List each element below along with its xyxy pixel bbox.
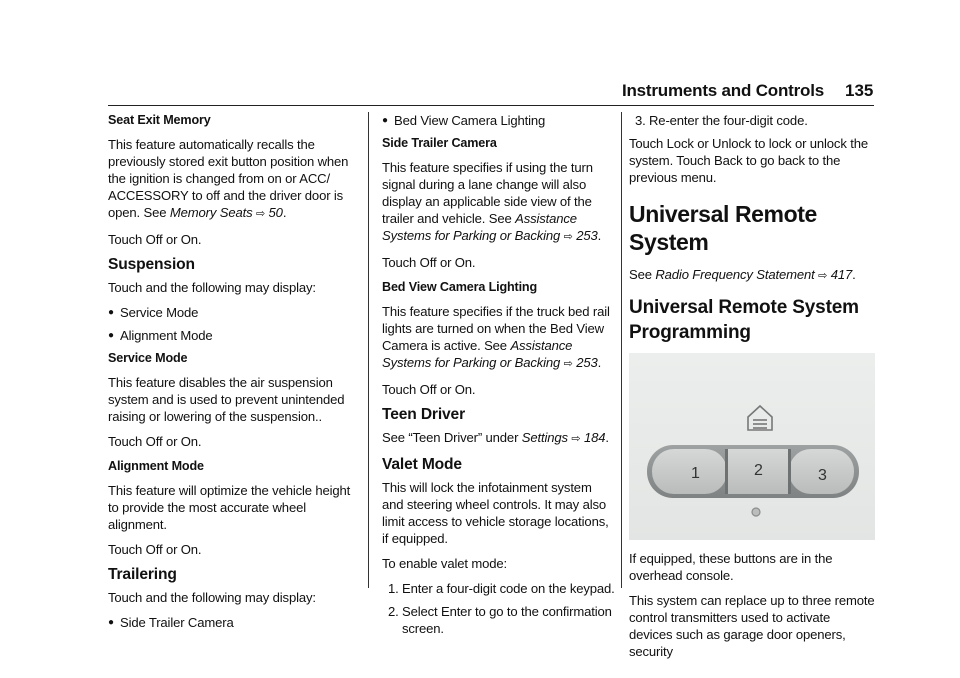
suspension-heading: Suspension — [108, 256, 195, 273]
trailering-heading: Trailering — [108, 566, 177, 583]
teen-driver-heading: Teen Driver — [382, 406, 465, 423]
column-divider — [621, 112, 622, 588]
button-1-label: 1 — [691, 465, 700, 482]
alignment-mode-text: This feature will optimize the vehicle height to provide the most accurate wheel alignment. — [108, 483, 351, 532]
indicator-led-icon — [752, 508, 760, 516]
bullet-icon: ● — [382, 115, 388, 126]
column-3 — [629, 112, 875, 668]
seat-exit-text: This feature automatically recalls the previously stored exit button position when the ignition is changed from on or ACC/ ACCESSORY to off and the driver door is open. See Memory Seats ⇨ 50. — [108, 137, 349, 220]
list-item: 2. Select Enter to go to the confirmation screen. — [388, 604, 612, 636]
touch-off-on: Touch Off or On. — [382, 382, 476, 397]
equipped-text: If equipped, these buttons are in the overhead console. — [629, 551, 833, 583]
universal-remote-heading: Universal Remote System — [629, 201, 817, 255]
button-3-label: 3 — [818, 467, 827, 484]
button-divider — [725, 449, 728, 494]
touch-off-on: Touch Off or On. — [108, 434, 202, 449]
button-2-label: 2 — [754, 462, 763, 479]
page-ref-arrow-icon: ⇨ — [571, 433, 581, 445]
touch-off-on: Touch Off or On. — [382, 255, 476, 270]
teen-driver-text: See “Teen Driver” under Settings ⇨ 184. — [382, 430, 609, 445]
remote-button-1[interactable] — [652, 449, 727, 494]
console-buttons-illustration — [629, 353, 875, 540]
seat-exit-heading: Seat Exit Memory — [108, 113, 211, 127]
service-mode-text: This feature disables the air suspension system and is used to prevent unintended raising or lowering of the suspension.. — [108, 375, 345, 424]
assistance-systems-link[interactable]: Assistance Systems for Parking or Backing — [382, 211, 577, 243]
valet-enable-text: To enable valet mode: — [382, 556, 507, 571]
valet-mode-heading: Valet Mode — [382, 456, 462, 473]
list-item: 3. Re-enter the four-digit code. — [635, 113, 808, 128]
urs-programming-heading: Universal Remote System Programming — [629, 297, 859, 343]
header-rule — [108, 105, 874, 106]
side-trailer-heading: Side Trailer Camera — [382, 136, 497, 150]
page-ref[interactable]: 50 — [268, 205, 283, 220]
garage-door-icon — [748, 406, 772, 430]
bed-view-text: This feature specifies if the truck bed rail lights are turned on when the Bed View Camera is active. See Assistance Systems for Parking or Backing ⇨ 253. — [382, 304, 610, 370]
urs-see-text: See Radio Frequency Statement ⇨ 417. — [629, 267, 856, 282]
page-ref[interactable]: 253 — [576, 228, 598, 243]
bed-view-heading: Bed View Camera Lighting — [382, 280, 538, 294]
memory-seats-link[interactable]: Memory Seats — [169, 205, 253, 220]
page-header — [0, 81, 960, 105]
settings-link[interactable]: Settings — [521, 430, 568, 445]
page-number: 135 — [845, 81, 874, 100]
page-ref[interactable]: 417 — [830, 267, 853, 282]
assistance-systems-link[interactable]: Assistance Systems for Parking or Backing — [382, 338, 573, 370]
bullet-icon: ● — [108, 330, 114, 341]
page-ref-arrow-icon: ⇨ — [563, 231, 573, 243]
bullet-icon: ● — [108, 617, 114, 628]
system-text: This system can replace up to three remote control transmitters used to activate devices such as garage door openers, security — [629, 593, 875, 659]
page-ref-arrow-icon: ⇨ — [563, 358, 573, 370]
valet-mode-text: This will lock the infotainment system and steering wheel controls. It may also limit access to vehicle storage locations, if equipped. — [382, 480, 609, 546]
list-item: ● Service Mode — [108, 305, 199, 320]
list-item: ● Bed View Camera Lighting — [382, 113, 546, 128]
list-item: 1. Enter a four-digit code on the keypad. — [388, 581, 615, 596]
bullet-icon: ● — [108, 307, 114, 318]
lock-unlock-text: Touch Lock or Unlock to lock or unlock the system. Touch Back to go back to the previous menu. — [629, 136, 868, 185]
trailering-intro: Touch and the following may display: — [108, 590, 316, 605]
radio-frequency-link[interactable]: Radio Frequency Statement — [655, 267, 815, 282]
touch-off-on: Touch Off or On. — [108, 542, 202, 557]
side-trailer-text: This feature specifies if using the turn signal during a lane change will also display an applicable side view of the trailer and vehicle. See Assistance Systems for Parking or Backing ⇨ 253. — [382, 160, 602, 243]
button-divider — [788, 449, 791, 494]
overhead-console-photo — [629, 353, 875, 540]
page-ref-arrow-icon: ⇨ — [255, 208, 266, 220]
page-ref[interactable]: 253 — [576, 355, 598, 370]
column-1 — [108, 112, 354, 637]
service-mode-heading: Service Mode — [108, 351, 188, 365]
list-item: ● Alignment Mode — [108, 328, 213, 343]
column-2 — [382, 112, 616, 643]
section-title: Instruments and Controls — [621, 81, 824, 100]
suspension-intro: Touch and the following may display: — [108, 280, 316, 295]
list-item: ● Side Trailer Camera — [108, 615, 234, 630]
alignment-mode-heading: Alignment Mode — [108, 459, 204, 473]
page-ref[interactable]: 184 — [583, 430, 606, 445]
column-divider — [368, 112, 369, 588]
page-ref-arrow-icon: ⇨ — [818, 270, 828, 282]
touch-off-on: Touch Off or On. — [108, 232, 202, 247]
